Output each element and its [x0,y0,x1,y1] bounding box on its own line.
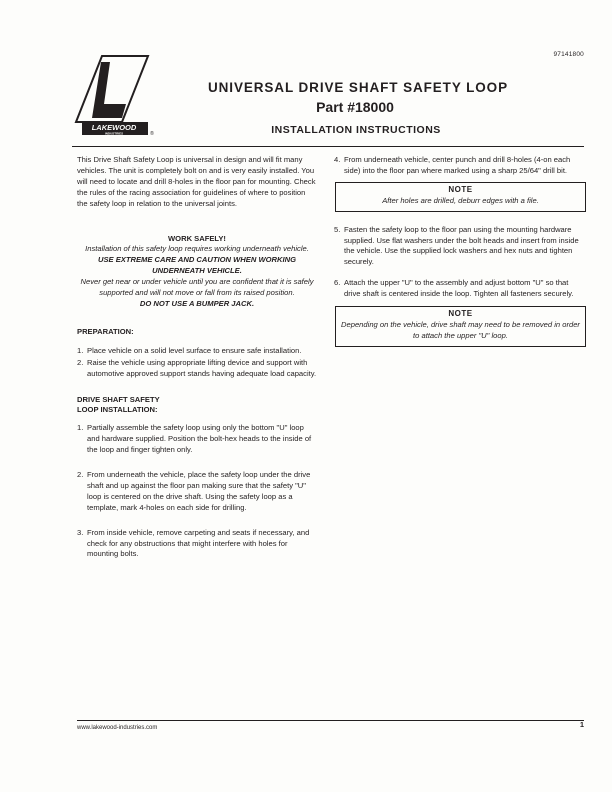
preparation-heading: PREPARATION: [77,326,134,336]
document-number: 97141800 [553,51,584,58]
work-safely-title: WORK SAFELY! [168,233,226,243]
installation-step [334,225,586,269]
preparation-step [77,358,317,380]
footer-divider [77,720,584,721]
step-number: 2. [77,470,84,480]
footer-website: www.lakewood-industries.com [77,725,158,731]
note-title: NOTE [448,309,473,319]
installation-heading: DRIVE SHAFT SAFETY LOOP INSTALLATION: [77,394,160,415]
installation-step [334,278,586,300]
step-text: Attach the upper "U" to the assembly and adjust bottom "U" so that drive shaft is centered inside the loop. Tighten all fasteners securely. [344,278,574,299]
note-box [335,182,586,212]
step-number: 1. [77,423,84,433]
step-text: From underneath the vehicle, place the safety loop under the drive shaft and up against the floor pan making sure that the safety "U" loop is centered on the drive shaft. Using the safety loop as a template, mark 4-holes on each side for drilling. [87,470,311,512]
logo-brand: LAKEWOOD [91,123,137,132]
part-number: Part #18000 [316,99,394,115]
step-number: 1. [77,345,84,355]
page-title: UNIVERSAL DRIVE SHAFT SAFETY LOOP [208,80,508,95]
step-text: Fasten the safety loop to the floor pan using the mounting hardware supplied. Use flat washers under the bolt heads and insert from inside the vehicle. Use the supplied lock washers and hex nuts and tighten securely. [344,224,579,267]
work-safely-line-2: USE EXTREME CARE AND CAUTION WHEN WORKING UNDERNEATH VEHICLE. [97,255,296,276]
note-text: After holes are drilled, deburr edges with a file. [382,195,539,205]
logo-registered-mark: ® [150,131,154,137]
work-safely-line-3: Never get near or under vehicle until you are confident that it is safely supported and will not move or fall from its raised position. [80,277,314,298]
step-number: 4. [334,155,341,164]
step-text: Place vehicle on a solid level surface to ensure safe installation. [87,345,302,355]
intro-paragraph: This Drive Shaft Safety Loop is universal in design and will fit many vehicles. The unit is completely bolt on and is very easily installed. You will need to locate and drill 8-holes in the floor pan for mounting. Check the rules of the racing association for guidelines of where to position the safety loop in relation to the universal joints. [77,155,316,208]
header-divider [72,146,584,147]
step-text: Partially assemble the safety loop using only the bottom "U" loop and hardware supplied. Position the bolt-hex heads to the inside of the loop and finger tighten only. [87,423,312,455]
note-title: NOTE [448,184,473,194]
note-box [335,306,586,347]
logo-sub: INDUSTRIES [104,131,124,136]
installation-step [77,528,317,561]
installation-step [334,155,586,177]
step-number: 2. [77,357,84,367]
work-safely-block [77,234,317,310]
installation-step [77,423,317,456]
left-column [77,155,317,574]
step-number: 6. [334,278,341,288]
work-safely-line-1: Installation of this safety loop requires working underneath vehicle. [85,244,309,254]
preparation-step [77,346,317,357]
work-safely-line-4: DO NOT USE A BUMPER JACK. [139,298,255,308]
step-text: Raise the vehicle using appropriate lifting device and support with automotive approved support stands having adequate load capacity. [87,357,317,378]
step-number: 3. [77,527,84,537]
step-number: 5. [334,224,341,234]
lakewood-logo [74,50,156,138]
right-column [334,155,586,347]
page-subtitle: INSTALLATION INSTRUCTIONS [271,124,441,136]
page-number: 1 [579,720,584,729]
step-text: From underneath vehicle, center punch and drill 8-holes (4-on each side) into the floor pan where marked using a sharp 25/64" drill bit. [344,155,571,175]
note-text: Depending on the vehicle, drive shaft may need to be removed in order to attach the upper "U" loop. [341,319,580,340]
step-text: From inside vehicle, remove carpeting and seats if necessary, and check for any obstructions that might interfere with holes for mounting bolts. [87,527,310,559]
installation-step [77,470,317,514]
